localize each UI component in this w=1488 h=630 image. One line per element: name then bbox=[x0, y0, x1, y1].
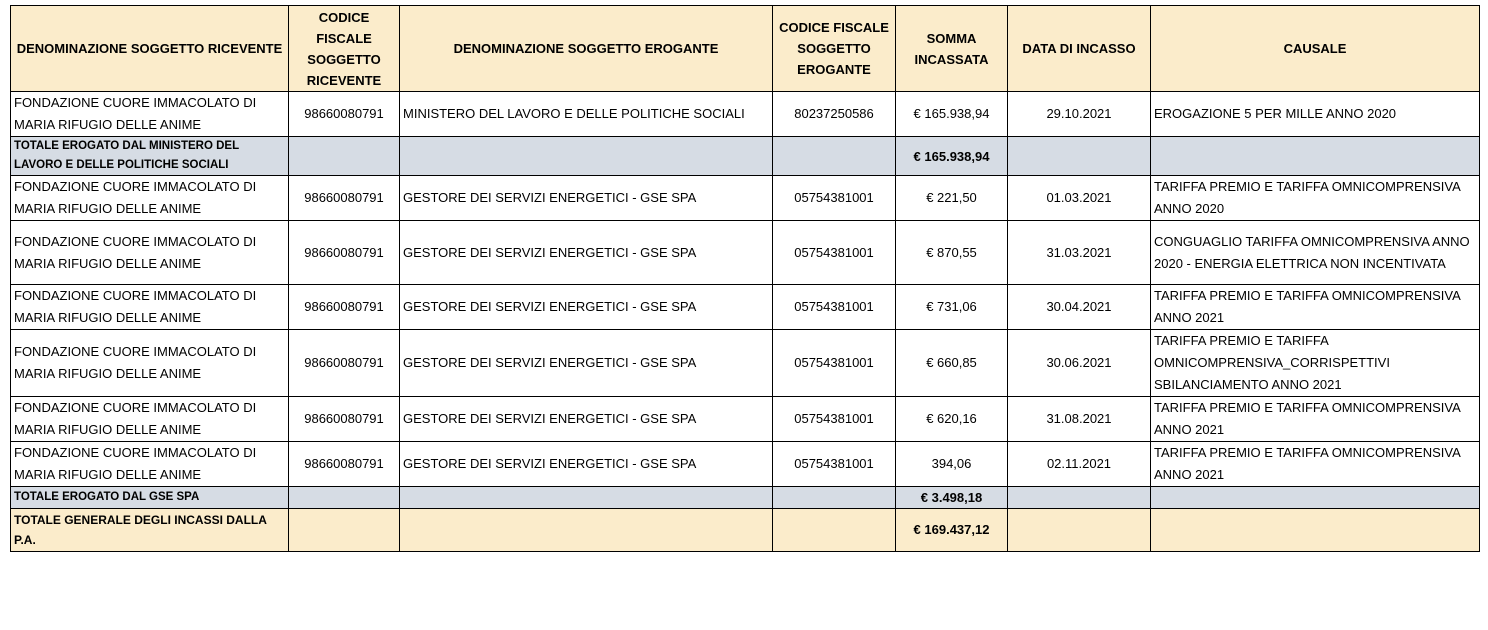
cell-data: 31.03.2021 bbox=[1008, 221, 1151, 285]
empty-cell bbox=[289, 509, 400, 552]
empty-cell bbox=[289, 487, 400, 509]
header-erogante: DENOMINAZIONE SOGGETTO EROGANTE bbox=[400, 6, 773, 92]
empty-cell bbox=[1151, 509, 1480, 552]
grand-total-label: TOTALE GENERALE DEGLI INCASSI DALLA P.A. bbox=[11, 509, 289, 552]
header-ricevente: DENOMINAZIONE SOGGETTO RICEVENTE bbox=[11, 6, 289, 92]
empty-cell bbox=[773, 509, 896, 552]
cell-cf-ricevente: 98660080791 bbox=[289, 442, 400, 487]
cell-cf-erogante: 05754381001 bbox=[773, 221, 896, 285]
subtotal-row-ministero bbox=[11, 137, 1480, 176]
cell-data: 30.04.2021 bbox=[1008, 285, 1151, 330]
cell-erogante: GESTORE DEI SERVIZI ENERGETICI - GSE SPA bbox=[400, 397, 773, 442]
table-row bbox=[11, 397, 1480, 442]
cell-cf-erogante: 80237250586 bbox=[773, 92, 896, 137]
cell-data: 01.03.2021 bbox=[1008, 176, 1151, 221]
subtotal-amount: € 3.498,18 bbox=[896, 487, 1008, 509]
empty-cell bbox=[400, 487, 773, 509]
grand-total-amount: € 169.437,12 bbox=[896, 509, 1008, 552]
empty-cell bbox=[773, 137, 896, 176]
cell-ricevente: FONDAZIONE CUORE IMMACOLATO DI MARIA RIFUGIO DELLE ANIME bbox=[11, 92, 289, 137]
empty-cell bbox=[1008, 509, 1151, 552]
cell-ricevente: FONDAZIONE CUORE IMMACOLATO DI MARIA RIFUGIO DELLE ANIME bbox=[11, 285, 289, 330]
table-row bbox=[11, 330, 1480, 397]
cell-data: 30.06.2021 bbox=[1008, 330, 1151, 397]
cell-somma: € 221,50 bbox=[896, 176, 1008, 221]
header-somma: SOMMA INCASSATA bbox=[896, 6, 1008, 92]
cell-somma: € 660,85 bbox=[896, 330, 1008, 397]
cell-data: 02.11.2021 bbox=[1008, 442, 1151, 487]
table-row bbox=[11, 442, 1480, 487]
incassi-table bbox=[10, 5, 1480, 552]
cell-causale: EROGAZIONE 5 PER MILLE ANNO 2020 bbox=[1151, 92, 1480, 137]
empty-cell bbox=[773, 487, 896, 509]
cell-erogante: GESTORE DEI SERVIZI ENERGETICI - GSE SPA bbox=[400, 442, 773, 487]
cell-cf-erogante: 05754381001 bbox=[773, 330, 896, 397]
empty-cell bbox=[1151, 487, 1480, 509]
cell-cf-ricevente: 98660080791 bbox=[289, 330, 400, 397]
cell-causale: TARIFFA PREMIO E TARIFFA OMNICOMPRENSIVA ANNO 2021 bbox=[1151, 285, 1480, 330]
cell-cf-erogante: 05754381001 bbox=[773, 176, 896, 221]
cell-cf-ricevente: 98660080791 bbox=[289, 285, 400, 330]
cell-causale: TARIFFA PREMIO E TARIFFA OMNICOMPRENSIVA ANNO 2021 bbox=[1151, 397, 1480, 442]
cell-erogante: GESTORE DEI SERVIZI ENERGETICI - GSE SPA bbox=[400, 285, 773, 330]
cell-cf-erogante: 05754381001 bbox=[773, 285, 896, 330]
cell-cf-erogante: 05754381001 bbox=[773, 442, 896, 487]
cell-somma: € 870,55 bbox=[896, 221, 1008, 285]
empty-cell bbox=[1008, 487, 1151, 509]
cell-somma: 394,06 bbox=[896, 442, 1008, 487]
header-causale: CAUSALE bbox=[1151, 6, 1480, 92]
header-cf-ricevente: CODICE FISCALE SOGGETTO RICEVENTE bbox=[289, 6, 400, 92]
cell-causale: TARIFFA PREMIO E TARIFFA OMNICOMPRENSIVA_CORRISPETTIVI SBILANCIAMENTO ANNO 2021 bbox=[1151, 330, 1480, 397]
cell-causale: CONGUAGLIO TARIFFA OMNICOMPRENSIVA ANNO 2020 - ENERGIA ELETTRICA NON INCENTIVATA bbox=[1151, 221, 1480, 285]
table-row bbox=[11, 92, 1480, 137]
table-row bbox=[11, 176, 1480, 221]
cell-somma: € 731,06 bbox=[896, 285, 1008, 330]
cell-cf-ricevente: 98660080791 bbox=[289, 221, 400, 285]
empty-cell bbox=[289, 137, 400, 176]
cell-ricevente: FONDAZIONE CUORE IMMACOLATO DI MARIA RIFUGIO DELLE ANIME bbox=[11, 221, 289, 285]
cell-erogante: GESTORE DEI SERVIZI ENERGETICI - GSE SPA bbox=[400, 221, 773, 285]
cell-erogante: GESTORE DEI SERVIZI ENERGETICI - GSE SPA bbox=[400, 176, 773, 221]
cell-cf-erogante: 05754381001 bbox=[773, 397, 896, 442]
cell-somma: € 620,16 bbox=[896, 397, 1008, 442]
cell-erogante: MINISTERO DEL LAVORO E DELLE POLITICHE SOCIALI bbox=[400, 92, 773, 137]
cell-cf-ricevente: 98660080791 bbox=[289, 176, 400, 221]
empty-cell bbox=[400, 509, 773, 552]
empty-cell bbox=[1151, 137, 1480, 176]
header-row bbox=[11, 6, 1480, 92]
cell-causale: TARIFFA PREMIO E TARIFFA OMNICOMPRENSIVA ANNO 2020 bbox=[1151, 176, 1480, 221]
table-row bbox=[11, 285, 1480, 330]
cell-data: 29.10.2021 bbox=[1008, 92, 1151, 137]
subtotal-row-gse bbox=[11, 487, 1480, 509]
cell-causale: TARIFFA PREMIO E TARIFFA OMNICOMPRENSIVA ANNO 2021 bbox=[1151, 442, 1480, 487]
table-row bbox=[11, 221, 1480, 285]
cell-erogante: GESTORE DEI SERVIZI ENERGETICI - GSE SPA bbox=[400, 330, 773, 397]
cell-somma: € 165.938,94 bbox=[896, 92, 1008, 137]
subtotal-label: TOTALE EROGATO DAL GSE SPA bbox=[11, 487, 289, 509]
subtotal-label: TOTALE EROGATO DAL MINISTERO DEL LAVORO E DELLE POLITICHE SOCIALI bbox=[11, 137, 289, 176]
empty-cell bbox=[400, 137, 773, 176]
header-data: DATA DI INCASSO bbox=[1008, 6, 1151, 92]
cell-data: 31.08.2021 bbox=[1008, 397, 1151, 442]
cell-ricevente: FONDAZIONE CUORE IMMACOLATO DI MARIA RIFUGIO DELLE ANIME bbox=[11, 397, 289, 442]
grand-total-row bbox=[11, 509, 1480, 552]
subtotal-amount: € 165.938,94 bbox=[896, 137, 1008, 176]
header-cf-erogante: CODICE FISCALE SOGGETTO EROGANTE bbox=[773, 6, 896, 92]
cell-ricevente: FONDAZIONE CUORE IMMACOLATO DI MARIA RIFUGIO DELLE ANIME bbox=[11, 330, 289, 397]
cell-cf-ricevente: 98660080791 bbox=[289, 92, 400, 137]
cell-ricevente: FONDAZIONE CUORE IMMACOLATO DI MARIA RIFUGIO DELLE ANIME bbox=[11, 176, 289, 221]
cell-cf-ricevente: 98660080791 bbox=[289, 397, 400, 442]
empty-cell bbox=[1008, 137, 1151, 176]
cell-ricevente: FONDAZIONE CUORE IMMACOLATO DI MARIA RIFUGIO DELLE ANIME bbox=[11, 442, 289, 487]
